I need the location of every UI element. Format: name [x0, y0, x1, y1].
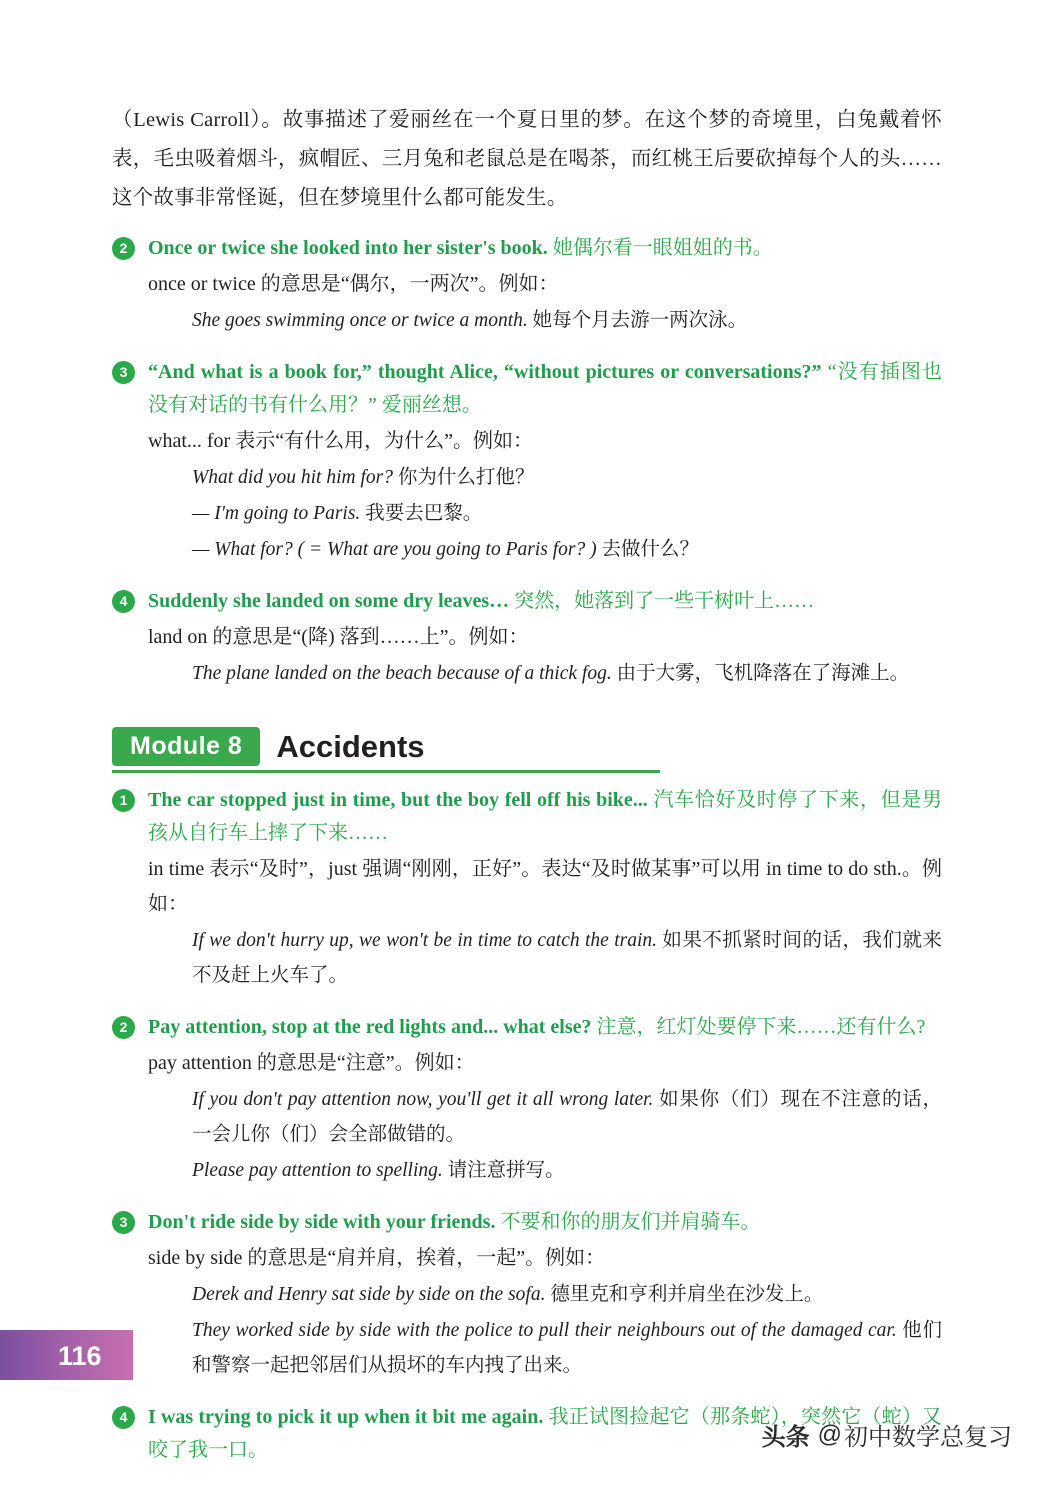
page-number: 116 — [58, 1341, 102, 1371]
watermark — [762, 1417, 1012, 1452]
entry-item — [112, 585, 942, 691]
entry-explanation: in time 表示“及时”，just 强调“刚刚，正好”。表达“及时做某事”可以用 in time to do sth.。例如： — [148, 858, 942, 916]
entry-item — [112, 784, 942, 993]
entry-explanation: land on 的意思是“(降) 落到……上”。例如： — [148, 625, 529, 648]
entry-headline-en: I was trying to pick it up when it bit me again. — [148, 1406, 544, 1429]
entry-number-badge: 3 — [112, 1211, 135, 1234]
watermark-logo: 头条 — [761, 1424, 810, 1451]
module-header — [112, 727, 660, 767]
entry-headline — [148, 1011, 942, 1044]
entry-headline-en: The car stopped just in time, but the boy fell off his bike... — [148, 789, 648, 812]
entry-example — [192, 1153, 942, 1188]
entry-headline — [148, 356, 942, 422]
entry-explanation: pay attention 的意思是“注意”。例如： — [148, 1052, 475, 1075]
example-en: — I'm going to Paris. — [192, 502, 361, 524]
entry-headline-cn: 我正试图捡起它（那条蛇），突然它（蛇）又咬了我一口。 — [148, 1406, 943, 1462]
example-en: They worked side by side with the police to pull their neighbours out of the damaged car. — [192, 1320, 897, 1342]
entry-example — [192, 1277, 942, 1312]
entry-headline-en: “And what is a book for,” thought Alice, “without pictures or conversations?” — [148, 360, 822, 383]
entry-item — [112, 232, 942, 338]
entry-headline-en: Don't ride side by side with your friends. — [148, 1211, 496, 1234]
entry-headline — [148, 232, 942, 265]
entry-number-badge: 4 — [112, 1406, 135, 1429]
example-en: Derek and Henry sat side by side on the sofa. — [192, 1284, 546, 1306]
entry-headline-cn: 注意，红灯处要停下来……还有什么? — [596, 1016, 926, 1039]
example-cn: 如果不抓紧时间的话，我们就来不及赶上火车了。 — [192, 930, 942, 987]
module-divider — [112, 770, 660, 773]
example-en: She goes swimming once or twice a month. — [192, 309, 528, 331]
entry-headline-cn: 突然，她落到了一些干树叶上…… — [514, 589, 815, 612]
entry-item — [112, 1011, 942, 1188]
entry-number-badge: 4 — [112, 590, 135, 613]
entry-number-badge: 3 — [112, 361, 135, 384]
entry-headline — [148, 1206, 942, 1239]
entry-example — [192, 460, 942, 495]
entry-headline-cn: “没有插图也没有对话的书有什么用？” 爱丽丝想。 — [148, 360, 943, 416]
entry-example — [192, 496, 942, 531]
entry-explanation: once or twice 的意思是“偶尔，一两次”。例如： — [148, 272, 559, 295]
example-cn: 如果你（们）现在不注意的话，一会儿你（们）会全部做错的。 — [192, 1089, 942, 1146]
example-cn: 你为什么打他？ — [397, 466, 535, 488]
entry-headline-en: Pay attention, stop at the red lights and... what else? — [148, 1016, 592, 1039]
module-title: Accidents — [276, 729, 425, 765]
example-cn: 请注意拼写。 — [447, 1160, 565, 1182]
example-en: What did you hit him for? — [192, 466, 393, 488]
entry-item — [112, 1206, 942, 1383]
example-en: If we don't hurry up, we won't be in time to catch the train. — [192, 930, 658, 952]
example-en: If you don't pay attention now, you'll get it all wrong later. — [192, 1089, 654, 1111]
entry-number-badge: 2 — [112, 237, 135, 260]
example-en: Please pay attention to spelling. — [192, 1160, 443, 1182]
entry-headline-cn: 不要和你的朋友们并肩骑车。 — [500, 1211, 761, 1234]
module-tag: Module 8 — [112, 727, 260, 767]
entry-explanation: what... for 表示“有什么用，为什么”。例如： — [148, 429, 533, 452]
example-cn: 去做什么？ — [601, 538, 699, 560]
entry-example — [192, 656, 942, 691]
entry-headline-en: Once or twice she looked into her sister's book. — [148, 236, 548, 259]
example-en: The plane landed on the beach because of a thick fog. — [192, 662, 612, 684]
entry-headline-cn: 她偶尔看一眼姐姐的书。 — [552, 236, 773, 259]
entry-headline — [148, 784, 942, 850]
entry-item — [112, 356, 942, 567]
intro-paragraph: （Lewis Carroll）。故事描述了爱丽丝在一个夏日里的梦。在这个梦的奇境里，白兔戴着怀表，毛虫吸着烟斗，疯帽匠、三月兔和老鼠总是在喝茶，而红桃王后要砍掉每个人的头…… 这个故事非常怪诞，但在梦境里什么都可能发生。 — [112, 108, 942, 209]
entry-number-badge: 2 — [112, 1016, 135, 1039]
entry-example — [192, 1082, 942, 1152]
example-cn: 由于大雾，飞机降落在了海滩上。 — [616, 662, 910, 684]
entry-headline-cn: 汽车恰好及时停了下来，但是男孩从自行车上摔了下来…… — [148, 789, 943, 845]
example-cn: 德里克和亨利并肩坐在沙发上。 — [550, 1284, 824, 1306]
entry-number-badge: 1 — [112, 789, 135, 812]
entry-example — [192, 923, 942, 993]
example-cn: 她每个月去游一两次泳。 — [532, 309, 748, 331]
entry-headline — [148, 585, 942, 618]
example-en: — What for? ( = What are you going to Paris for? ) — [192, 538, 597, 560]
watermark-at-symbol: @ — [817, 1420, 842, 1448]
example-cn: 我要去巴黎。 — [365, 502, 483, 524]
entry-headline-en: Suddenly she landed on some dry leaves… — [148, 589, 510, 612]
entry-example — [192, 303, 942, 338]
entry-example — [192, 1313, 942, 1383]
watermark-name: 初中数学总复习 — [844, 1424, 1012, 1451]
entry-example — [192, 532, 942, 567]
page-content — [112, 80, 942, 1485]
entry-explanation: side by side 的意思是“肩并肩，挨着，一起”。例如： — [148, 1247, 606, 1270]
example-cn: 他们和警察一起把邻居们从损坏的车内拽了出来。 — [192, 1320, 942, 1377]
